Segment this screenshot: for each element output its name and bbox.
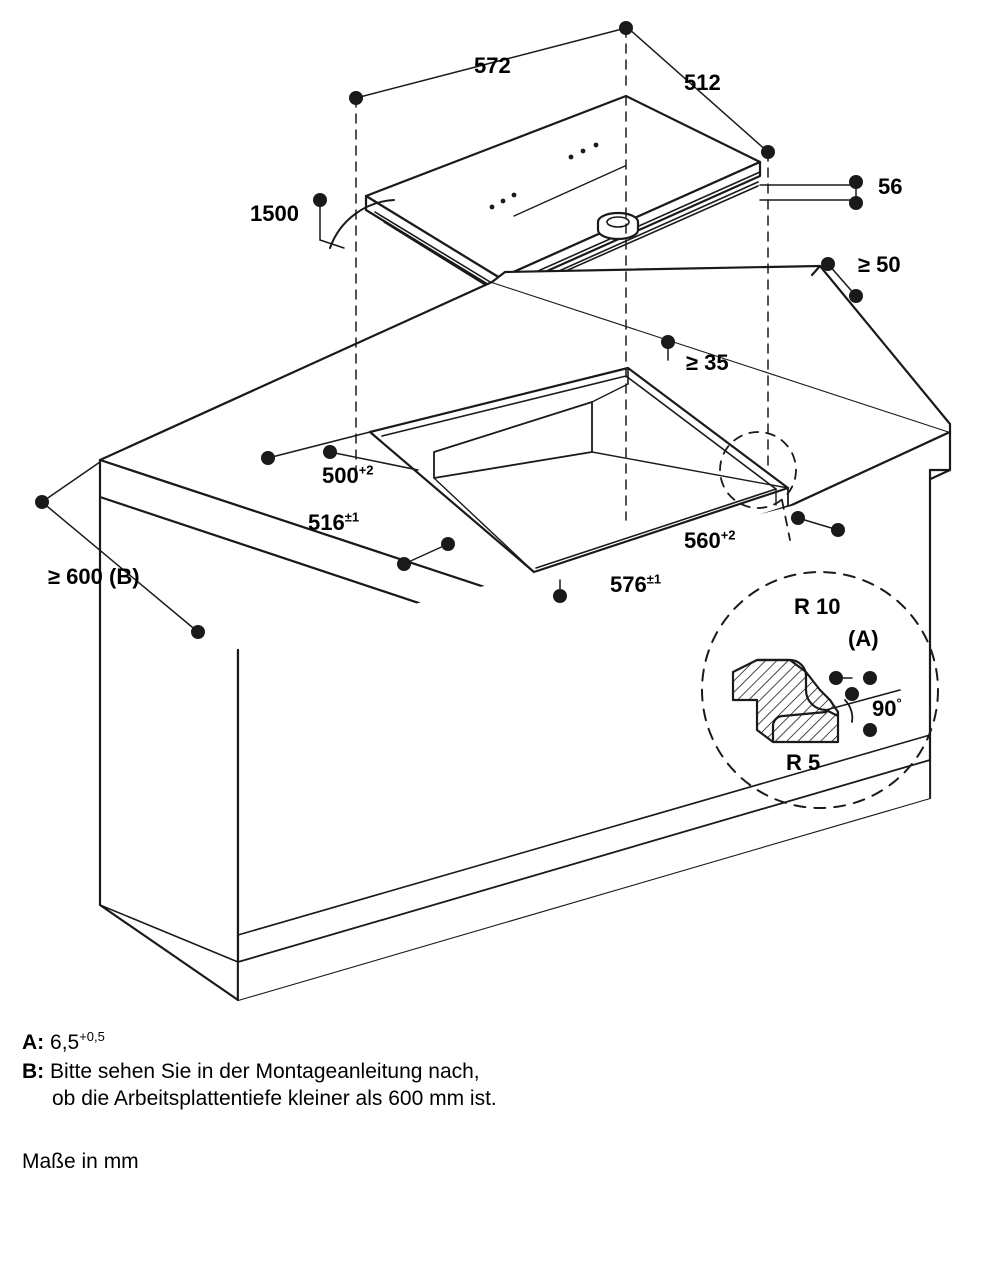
cutout-width-tolerance: +2 xyxy=(720,527,736,543)
legend-value-b-line2: ob die Arbeitsplattentiefe kleiner als 600 mm ist. xyxy=(52,1086,497,1110)
dimension-label-inner-width xyxy=(610,571,662,597)
cutout-width-value: 560 xyxy=(684,528,721,553)
inner-width-tolerance: ±1 xyxy=(646,571,662,587)
dimension-label-radius-small: R 5 xyxy=(786,750,821,775)
inner-depth-tolerance: ±1 xyxy=(344,509,360,525)
inner-depth-value: 516 xyxy=(308,510,345,535)
cooktop-knob xyxy=(598,213,638,239)
legend-row-b: B: Bitte sehen Sie in der Montageanleitung nach, ob die Arbeitsplattentiefe kleiner als 600 mm ist. xyxy=(22,1059,782,1113)
legend-block xyxy=(22,1030,782,1115)
legend-value-a-tolerance: +0,5 xyxy=(79,1029,105,1044)
dimension-label-worktop-depth: ≥ 600 (B) xyxy=(48,564,140,589)
angle-value: 90 xyxy=(872,696,897,721)
dimension-label-depth-top: 512 xyxy=(684,70,721,95)
dimension-label-clearance-edge: ≥ 35 xyxy=(686,350,729,375)
angle-unit: ° xyxy=(896,695,902,711)
dimension-label-height: 56 xyxy=(878,174,903,199)
legend-key-a: A xyxy=(22,1031,38,1054)
inner-width-value: 576 xyxy=(610,572,647,597)
dimension-label-width-top: 572 xyxy=(474,53,511,78)
legend-units: Maße in mm xyxy=(22,1150,139,1173)
dimension-label-radius-large: R 10 xyxy=(794,594,841,619)
dimension-label-inner-depth xyxy=(308,509,360,535)
dimension-label-cutout-depth xyxy=(322,462,374,488)
dimension-label-clearance-rear: ≥ 50 xyxy=(858,252,901,277)
dimension-label-angle xyxy=(872,695,902,721)
legend-value-a: 6,5 xyxy=(50,1031,80,1054)
cutout-depth-value: 500 xyxy=(322,463,359,488)
legend-value-b-line1: Bitte sehen Sie in der Montageanleitung nach, xyxy=(50,1059,480,1083)
dimension-label-cable-length: 1500 xyxy=(250,201,299,226)
cutout-depth-tolerance: +2 xyxy=(358,462,374,478)
detail-marker-label: (A) xyxy=(848,626,879,651)
dimension-label-cutout-width xyxy=(684,527,736,553)
legend-row-a: A: $6,5^{+0,5}$ xyxy=(22,1029,105,1054)
legend-key-b: B xyxy=(22,1059,38,1083)
